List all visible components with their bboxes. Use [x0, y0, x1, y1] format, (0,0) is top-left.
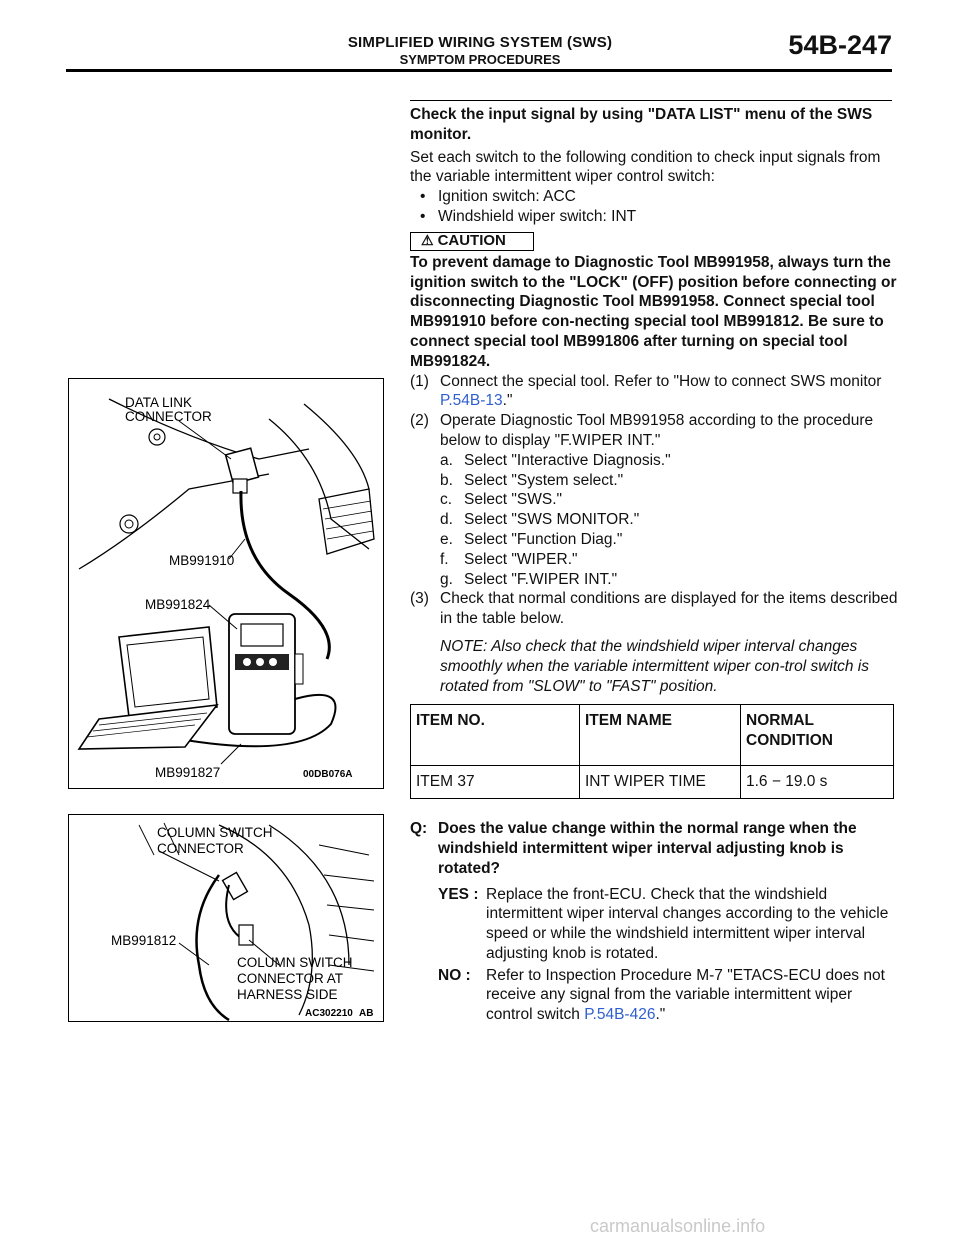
header-rule — [66, 69, 892, 72]
label-harness-line1: COLUMN SWITCH — [237, 955, 353, 970]
intro-text: Set each switch to the following condition to check input signals from the variable intermittent wiper control switch: — [410, 148, 881, 186]
question: Q: Does the value change within the normal range when the windshield intermittent wiper interval adjusting knob is rotated? — [410, 820, 857, 877]
substep: g. Select "F.WIPER INT." — [440, 570, 618, 588]
step-2: (2) Operate Diagnostic Tool MB991958 according to the procedure below to display "F.WIPER INT." — [410, 412, 874, 449]
procedure-column — [410, 100, 900, 1025]
warning-icon: ⚠ — [421, 232, 434, 249]
cell-item-name: INT WIPER TIME — [580, 766, 741, 799]
label-harness-line2: CONNECTOR AT — [237, 971, 344, 986]
step-3: (3) Check that normal conditions are displayed for the items described in the table below. — [410, 590, 898, 628]
link-p54b-426[interactable]: P.54B-426 — [584, 1006, 656, 1024]
caution-text: To prevent damage to Diagnostic Tool MB991958, always turn the ignition switch to the "LOCK" (OFF) position before connecting or disconnecting Diagnostic Tool MB991958. Connect special tool MB991910 before con-necting special tool MB991812. Be sure to connect special tool MB991806 after turning on special tool MB991824. — [410, 253, 897, 370]
substep: b. Select "System select." — [440, 471, 624, 489]
figure-column-switch-connector — [68, 814, 384, 1022]
label-dlc-line2: CONNECTOR — [125, 409, 212, 424]
substep: a. Select "Interactive Diagnosis." — [440, 451, 671, 469]
label-mb991824: MB991824 — [145, 597, 211, 612]
page-number: 54B-247 — [788, 30, 892, 60]
bullet-item: • Ignition switch: ACC — [420, 188, 576, 206]
section-title: SIMPLIFIED WIRING SYSTEM (SWS) — [347, 34, 613, 51]
substep: e. Select "Function Diag." — [440, 530, 623, 548]
watermark-footer: carmanualsonline.info — [590, 1216, 766, 1236]
substep: c. Select "SWS." — [440, 491, 563, 509]
col-normal-condition: NORMAL CONDITION — [741, 705, 894, 766]
link-p54b-13[interactable]: P.54B-13 — [440, 392, 503, 410]
table-header-row — [411, 705, 894, 766]
label-column-switch-line1: COLUMN SWITCH — [157, 825, 273, 840]
cell-item-no: ITEM 37 — [411, 766, 580, 799]
label-mb991812: MB991812 — [111, 933, 177, 948]
answer-yes: YES : Replace the front-ECU. Check that the windshield intermittent wiper interval changes according to the vehicle speed or while the windshield intermittent wiper interval adjusting knob is rotated. — [438, 885, 889, 962]
answer-no: NO : Refer to Inspection Procedure M-7 "ETACS-ECU does not receive any signal from the variable intermittent wiper control switch P.54B-426." — [438, 966, 885, 1024]
label-mb991910: MB991910 — [169, 553, 235, 568]
step-1: (1) Connect the special tool. Refer to "How to connect SWS monitor P.54B-13." — [410, 372, 882, 410]
table-row — [411, 766, 894, 799]
label-mb991827: MB991827 — [155, 765, 221, 780]
figure-2-code-suffix: AB — [359, 1008, 374, 1019]
substep: f. Select "WIPER." — [440, 550, 578, 568]
label-column-switch-line2: CONNECTOR — [157, 841, 244, 856]
substep: d. Select "SWS MONITOR." — [440, 511, 640, 529]
label-harness-line3: HARNESS SIDE — [237, 987, 338, 1002]
figure-2-code: AC302210 — [305, 1008, 353, 1019]
caution-badge: ⚠ CAUTION — [410, 232, 534, 251]
figure-1-illustration — [69, 379, 383, 788]
bullet-item: • Windshield wiper switch: INT — [420, 207, 637, 225]
figure-2-illustration — [69, 815, 383, 1021]
section-subtitle: SYMPTOM PROCEDURES — [399, 52, 561, 67]
normal-condition-table — [410, 704, 894, 799]
intro-heading: Check the input signal by using "DATA LIST" menu of the SWS monitor. — [410, 106, 873, 143]
note-text: NOTE: Also check that the windshield wiper interval changes smoothly when the variable intermittent wiper con-trol switch is rotated from "SLOW" to "FAST" position. — [440, 637, 870, 695]
col-item-name: ITEM NAME — [580, 705, 741, 766]
figure-diagnostic-tool-connection — [68, 378, 384, 789]
section-rule — [410, 100, 892, 101]
label-dlc-line1: DATA LINK — [125, 395, 193, 410]
figure-1-code: 00DB076A — [303, 769, 353, 780]
cell-normal-condition: 1.6 − 19.0 s — [741, 766, 894, 799]
col-item-no: ITEM NO. — [411, 705, 580, 766]
